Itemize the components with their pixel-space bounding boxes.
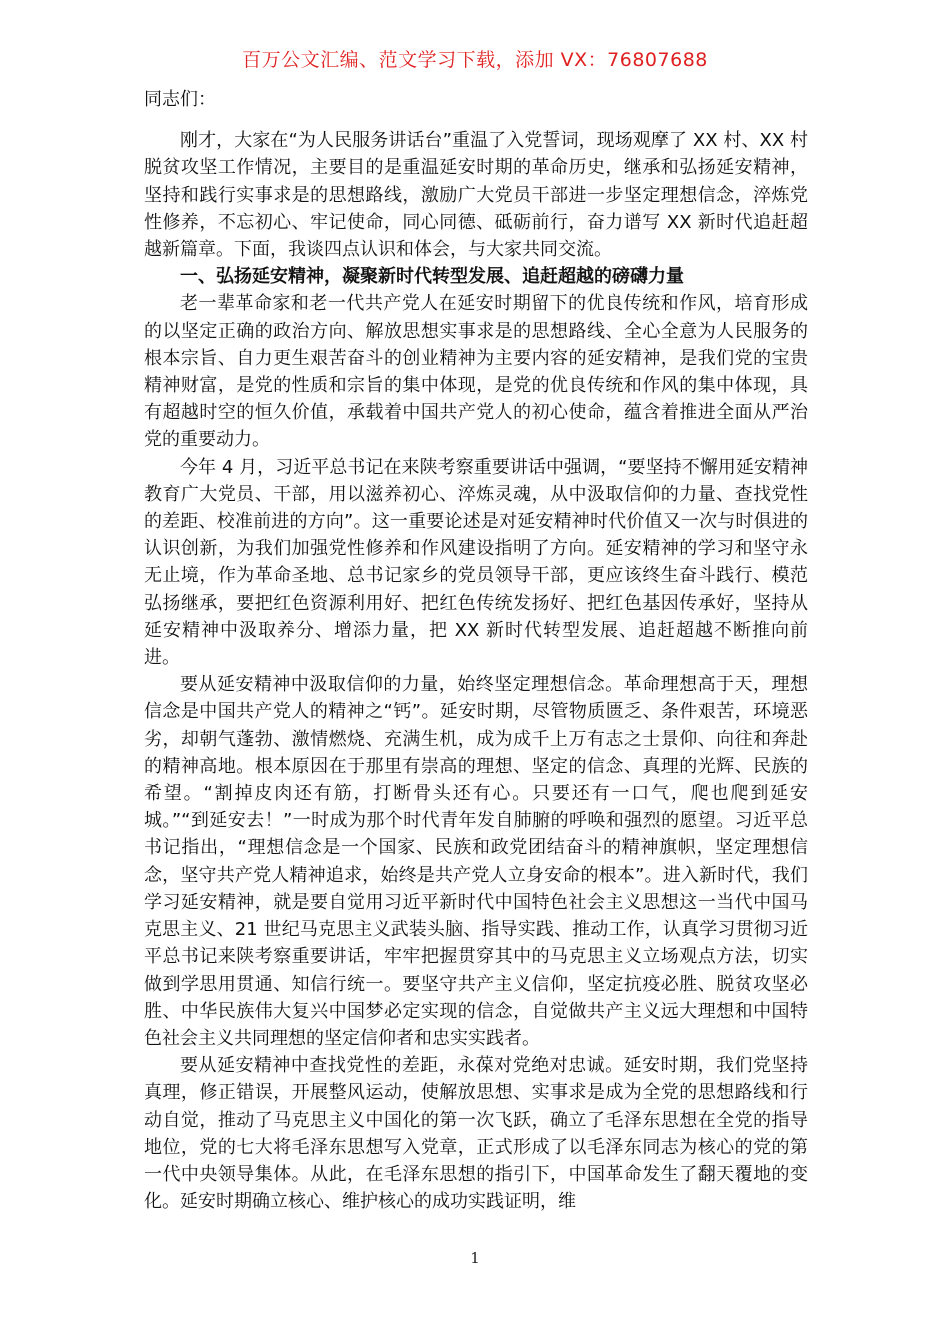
paragraph-faith-strength: 要从延安精神中汲取信仰的力量，始终坚定理想信念。革命理想高于天，理想信念是中国共产党人的精神之“钙”。延安时期，尽管物质匮乏、条件艰苦，环境恶劣，却朝气蓬勃、激情燃烧、充满生机，成为成千上万有志之士景仰、向往和奔赴的精神高地。根本原因在于那里有崇高的理想、坚定的信念、真理的光辉、民族的希望。“割掉皮肉还有筋，打断骨头还有心。只要还有一口气，爬也爬到延安城。”“到延安去！”一时成为那个时代青年发自肺腑的呼唤和强烈的愿望。习近平总书记指出，“理想信念是一个国家、民族和政党团结奋斗的精神旗帜，坚定理想信念，坚守共产党人精神追求，始终是共产党人立身安命的根本”。进入新时代，我们学习延安精神，就是要自觉用习近平新时代中国特色社会主义思想这一当代中国马克思主义、21 世纪马克思主义武装头脑、指导实践、推动工作，认真学习贯彻习近平总书记来陕考察重要讲话，牢牢把握贯穿其中的马克思主义立场观点方法，切实做到学思用贯通、知信行统一。要坚守共产主义信仰，坚定抗疫必胜、脱贫攻坚必胜、中华民族伟大复兴中国梦必定实现的信念，自觉做共产主义远大理想和中国特色社会主义共同理想的坚定信仰者和忠实实践者。 (144, 674, 808, 1049)
paragraph-intro: 刚才，大家在“为人民服务讲话台”重温了入党誓词，现场观摩了 XX 村、XX 村脱贫攻坚工作情况，主要目的是重温延安时期的革命历史，继承和弘扬延安精神，坚持和践行实事求是的思想路线，激励广大党员干部进一步坚定理想信念，淬炼党性修养，不忘初心、牢记使命，同心同德、砥砺前行，奋力谱写 XX 新时代追赶超越新篇章。下面，我谈四点认识和体会，与大家共同交流。 (144, 130, 808, 261)
salutation: 同志们： (144, 89, 216, 110)
promo-banner: 百万公文汇编、范文学习下载，添加 VX：76807688 (242, 49, 708, 71)
paragraph-yanan-spirit: 老一辈革命家和老一代共产党人在延安时期留下的优良传统和作风，培育形成的以坚定正确的政治方向、解放思想实事求是的思想路线、全心全意为人民服务的根本宗旨、自力更生艰苦奋斗的创业精神为主要内容的延安精神，是我们党的宝贵精神财富，是党的性质和宗旨的集中体现，是党的优良传统和作风的集中体现，具有超越时空的恒久价值，承载着中国共产党人的初心使命，蕴含着推进全面从严治党的重要动力。 (144, 293, 808, 451)
section-heading-1: 一、弘扬延安精神，凝聚新时代转型发展、追赶超越的磅礴力量 (180, 266, 684, 288)
paragraph-party-loyalty: 要从延安精神中查找党性的差距，永葆对党绝对忠诚。延安时期，我们党坚持真理，修正错误，开展整风运动，使解放思想、实事求是成为全党的思想路线和行动自觉，推动了马克思主义中国化的第一次飞跃，确立了毛泽东思想在全党的指导地位，党的七大将毛泽东思想写入党章，正式形成了以毛泽东同志为核心的党的第一代中央领导集体。从此，在毛泽东思想的指引下，中国革命发生了翻天覆地的变化。延安时期确立核心、维护核心的成功实践证明，维 (144, 1055, 808, 1213)
paragraph-april-speech: 今年 4 月，习近平总书记在来陕考察重要讲话中强调，“要坚持不懈用延安精神教育广大党员、干部，用以滋养初心、淬炼灵魂，从中汲取信仰的力量、查找党性的差距、校准前进的方向”。这一重要论述是对延安精神时代价值又一次与时俱进的认识创新，为我们加强党性修养和作风建设指明了方向。延安精神的学习和坚守永无止境，作为革命圣地、总书记家乡的党员领导干部，更应该终生奋斗践行、模范弘扬继承，要把红色资源利用好、把红色传统发扬好、把红色基因传承好，坚持从延安精神中汲取养分、增添力量，把 XX 新时代转型发展、追赶超越不断推向前进。 (144, 456, 808, 669)
page-number: 1 (470, 1249, 480, 1267)
document-body (144, 86, 808, 1215)
